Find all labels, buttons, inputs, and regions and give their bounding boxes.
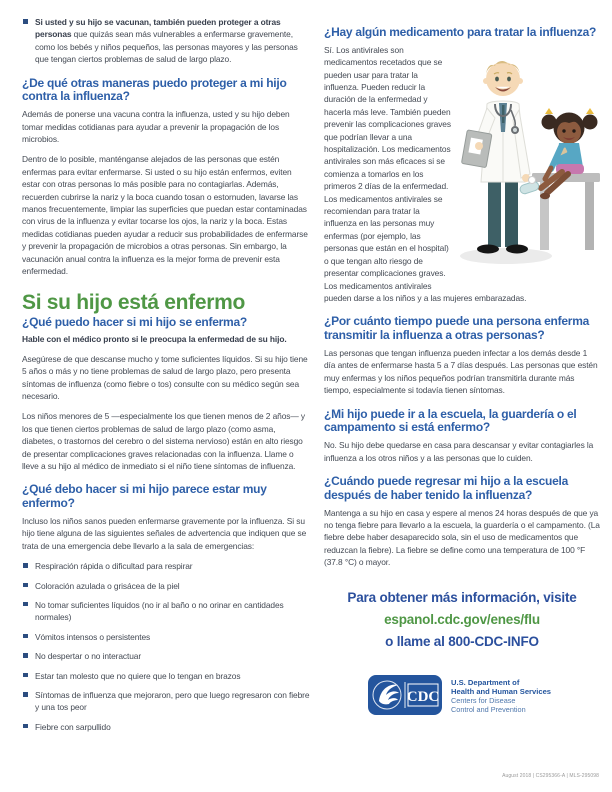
square-bullet-icon xyxy=(23,634,28,639)
heading-antiviral-medication: ¿Hay algún medicamento para tratar la influenza? xyxy=(324,25,597,39)
antiviral-paragraph-wrap xyxy=(324,44,600,305)
warning-signs-list xyxy=(22,560,310,733)
cdc-logo-icon xyxy=(368,675,442,715)
more-info-line3: o llame al 800-CDC-INFO xyxy=(385,633,539,649)
list-item xyxy=(22,650,310,662)
dept-line: Control and Prevention xyxy=(451,704,526,714)
more-info-line1: Para obtener más información, visite xyxy=(347,589,577,605)
warning-item-text: No tomar suficientes líquidos (no ir al baño o no orinar en cantidades normales) xyxy=(35,599,284,623)
square-bullet-icon xyxy=(23,602,28,607)
heading-other-ways-protect: ¿De qué otras maneras puedo proteger a mi hijo contra la influenza? xyxy=(22,75,287,104)
square-bullet-icon xyxy=(23,673,28,678)
warning-item-text: Estar tan molesto que no quiere que lo tengan en brazos xyxy=(35,670,241,681)
paragraph-warning-signs-intro: Incluso los niños sanos pueden enfermarse gravemente por la influenza. Si su hijo tiene alguna de las siguientes señales de advertencia que indiquen que se trata de una emergencia debe llevarlo a la sala de emergencias: xyxy=(22,515,307,551)
warning-item-text: Fiebre con sarpullido xyxy=(35,721,111,732)
heading-contagious-period: ¿Por cuánto tiempo puede una persona enferma transmitir la influenza a otras personas? xyxy=(324,314,590,343)
list-item xyxy=(22,689,310,714)
cdc-flu-url-link[interactable]: espanol.cdc.gov/enes/flu xyxy=(384,611,540,627)
warning-item-text: No despertar o no interactuar xyxy=(35,651,142,662)
warning-item-text: Vómitos intensos o persistentes xyxy=(35,631,151,642)
square-bullet-icon xyxy=(23,583,28,588)
paragraph-rest-fluids: Asegúrese de que descanse mucho y tome suficientes líquidos. Si su hijo tiene 5 años o más y no tiene problemas de salud de largo plazo, pero presenta síntomas de influenza (como fiebre o tos) consulte con su médico según sea necesario. xyxy=(22,353,308,401)
warning-item-text: Síntomas de influenza que mejoraron, pero que luego regresaron con fiebre y una tos peor xyxy=(35,690,310,713)
right-column xyxy=(324,16,600,740)
paragraph-24-hours: Mantenga a su hijo en casa y espere al menos 24 horas después de que ya no tenga fiebre para llevarlo a la escuela, la guardería o el campamento. (La fiebre debe haber desaparecido sola, sin el uso de medicamentos que reduzcan la fiebre). La fiebre se define como una temperatura de 100 °F (37.8 °C) o mayor. xyxy=(324,507,600,568)
square-bullet-icon xyxy=(23,19,28,24)
document-footer-code: August 2018 | CS295366-A | MLS-295098 xyxy=(502,773,599,779)
list-item xyxy=(22,721,310,733)
paragraph-antivirals: Sí. Los antivirales son medicamentos recetados que se pueden usar para tratar la influenza. Pueden reducir la duración de la enfermedad y hacerla más leve. También pueden prevenir las complicaciones graves que podrían llevar a una hospitalización. Los medicamentos antivirales son más eficaces si se comienza a tomarlos en los primeros 2 días de la enfermedad. Los medicamentos antivirales se recomiendan para tratar la influenza en las personas muy enfermas (por ejemplo, las personas que están en el hospital) o que tengan alto riesgo de presentar complicaciones graves. Los medicamentos antivirales pueden darse a los niños y a las mujeres embarazadas. xyxy=(324,44,527,303)
lead-call-doctor: Hable con el médico pronto si le preocupa la enfermedad de su hijo. xyxy=(22,334,287,345)
list-item xyxy=(22,631,310,643)
doctor-child-illustration xyxy=(458,46,600,281)
section-title-child-sick: Si su hijo está enfermo xyxy=(22,290,245,314)
warning-item-text: Coloración azulada o grisácea de la piel xyxy=(35,580,180,591)
list-item xyxy=(22,670,310,682)
dept-line: Centers for Disease xyxy=(451,695,516,705)
square-bullet-icon xyxy=(23,724,28,729)
cdc-hhs-logo xyxy=(368,675,442,720)
list-item xyxy=(22,560,310,572)
hhs-department-text xyxy=(451,675,551,714)
dept-line: U.S. Department of xyxy=(451,677,520,687)
paragraph-stay-home: No. Su hijo debe quedarse en casa para descansar y evitar contagiarles la influenza a los otros niños y a las personas que lo cuiden. xyxy=(324,440,594,463)
heading-very-sick: ¿Qué debo hacer si mi hijo parece estar muy enfermo? xyxy=(22,482,267,511)
heading-what-if-sick: ¿Qué puedo hacer si mi hijo se enferma? xyxy=(22,314,247,329)
heading-return-to-school: ¿Cuándo puede regresar mi hijo a la escuela después de haber tenido la influenza? xyxy=(324,473,568,502)
dept-line: Health and Human Services xyxy=(451,686,552,696)
paragraph-contagious-period: Las personas que tengan influenza pueden infectar a los demás desde 1 día antes de enfermarse hasta 5 a 7 días después. Las personas que estén muy enfermas y los niños pequeños podrían transmitirla durante más tiempo, especialmente si todavía tienen síntomas. xyxy=(324,347,598,396)
paragraph-stay-away: Dentro de lo posible, manténganse alejados de las personas que estén enfermas para evitar enfermarse. Si usted o su hijo están enfermos, eviten estar con otras personas lo más posible para no contagiarlas. Además, recuerden cubrirse la nariz y la boca cuando tosan o estornuden, lavarse las manos frecuentemente, limpiar las superficies que puedan estar contaminadas con virus de la influenza y evitar tocarse los ojos, la nariz y la boca. Estas medidas cotidianas pueden ayudar a reducir sus probabilidades de enfermarse y prevenir la propagación de microbios a otras personas. Sin embargo, la vacunación anual contra la influenza es la mejor forma de prevenir esta enfermedad. xyxy=(22,154,308,277)
warning-item-text: Respiración rápida o dificultad para respirar xyxy=(35,561,193,572)
left-column xyxy=(22,16,310,740)
more-info-block xyxy=(324,587,600,653)
square-bullet-icon xyxy=(23,653,28,658)
paragraph-under-5-risk: Los niños menores de 5 —especialmente los que tienen menos de 2 años— y los que tienen ciertos problemas de salud de largo plazo (como asma, diabetes, o trastornos del cerebro o del sistema nervioso) están en alto riesgo de presentar complicaciones graves relacionadas con la influenza. Llame o lleve a su hijo al médico de inmediato si el niño tiene síntomas de influenza. xyxy=(22,411,305,471)
vaccine-protect-bullet xyxy=(22,16,310,66)
heading-school-while-sick: ¿Mi hijo puede ir a la escuela, la guardería o el campamento si está enfermo? xyxy=(324,406,577,435)
square-bullet-icon xyxy=(23,692,28,697)
cdc-branding-row xyxy=(368,675,600,720)
list-item xyxy=(22,580,310,592)
paragraph-everyday-measures: Además de ponerse una vacuna contra la influenza, usted y su hijo deben tomar medidas cotidianas para ayudar a prevenir la propagación de los microbios. xyxy=(22,109,290,145)
square-bullet-icon xyxy=(23,563,28,568)
cdc-logo-text: CDC xyxy=(406,688,440,705)
bullet-bold-text: Si usted y su hijo se vacunan, también pueden proteger a otras personas xyxy=(35,17,281,40)
bullet-rest-text: que quizás sean más vulnerables a enfermarse gravemente, como los bebés y niños pequeños, las personas mayores y las personas que tengan ciertos problemas de salud de largo plazo. xyxy=(35,29,298,65)
list-item xyxy=(22,599,310,624)
